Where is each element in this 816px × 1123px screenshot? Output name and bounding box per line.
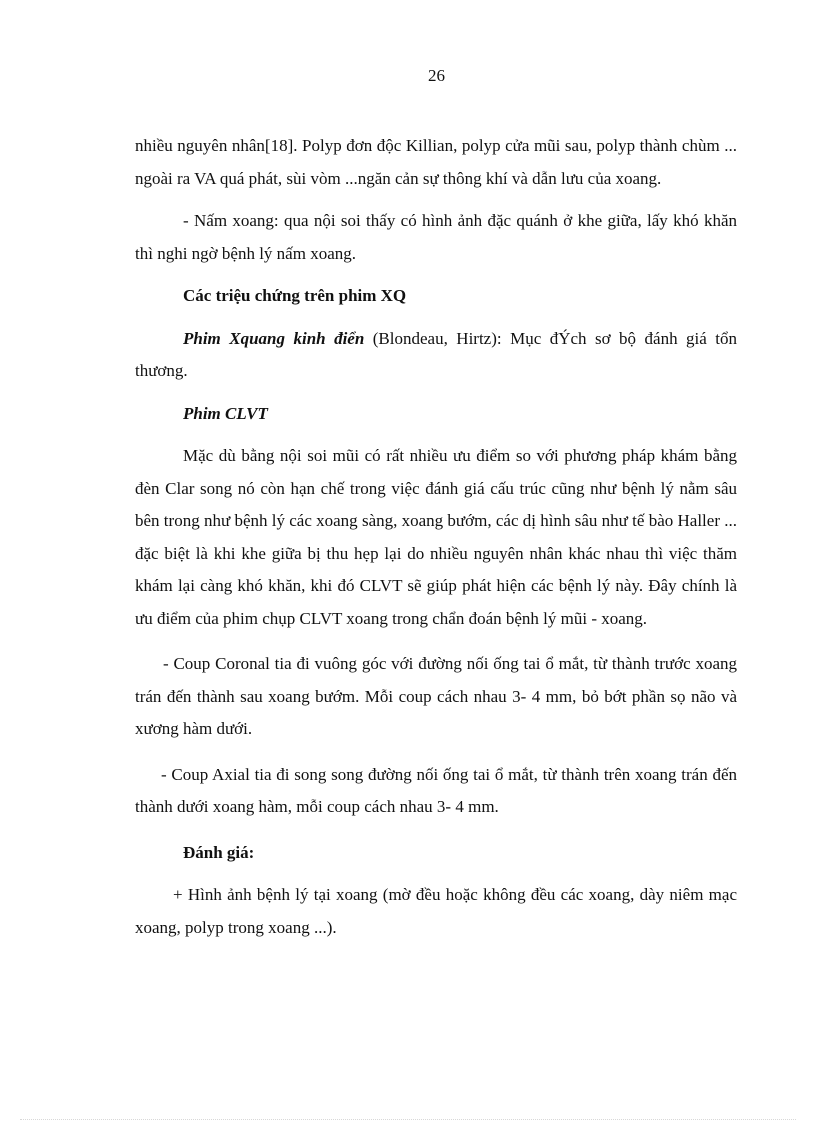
classic-xray-text: (Blondeau, Hirtz): Mục đÝch sơ bộ đánh giá tổn thương. [135, 328, 737, 380]
paragraph-ct-advantages: Mặc dù bằng nội soi mũi có rất nhiều ưu điểm so với phương pháp khám bằng đèn Clar song nó còn hạn chế trong việc đánh giá cấu trúc cũng như bệnh lý nằm sâu bên trong như bệnh lý các xoang sàng, xoang bướm, các dị hình sâu như tế bào Haller ... đặc biệt là khi khe giữa bị thu hẹp lại do nhiều nguyên nhân khác nhau thì việc thăm khám lại càng khó khăn, khi đó CLVT sẽ giúp phát hiện các bệnh lý này. Đây chính là ưu điểm của phim chụp CLVT xoang trong chẩn đoán bệnh lý mũi - xoang. [135, 446, 737, 628]
classic-xray-term: Phim Xquang kinh điển [183, 328, 365, 348]
heading-xray-symptoms: Các triệu chứng trên phim XQ [183, 286, 407, 305]
document-body [135, 130, 737, 944]
heading-ct-film: Phim CLVT [183, 403, 268, 423]
paragraph-classic-xray [135, 323, 737, 388]
page-bottom-divider [20, 1119, 796, 1120]
paragraph-axial-cut: - Coup Axial tia đi song song đường nối ống tai ổ mắt, từ thành trên xoang trán đến thành dưới xoang hàm, mỗi coup cách nhau 3- 4 mm. [135, 764, 737, 816]
heading-evaluation: Đánh giá: [183, 842, 255, 862]
paragraph-sinus-findings: + Hình ảnh bệnh lý tại xoang (mờ đều hoặc không đều các xoang, dày niêm mạc xoang, polyp trong xoang ...). [135, 885, 737, 937]
paragraph-polyp-causes: nhiều nguyên nhân[18]. Polyp đơn độc Killian, polyp cửa mũi sau, polyp thành chùm ... ngoài ra VA quá phát, sùi vòm ...ngăn cản sự thông khí và dẫn lưu của xoang. [135, 136, 737, 188]
paragraph-coronal-cut: - Coup Coronal tia đi vuông góc với đường nối ống tai ổ mắt, từ thành trước xoang trán đến thành sau xoang bướm. Mỗi coup cách nhau 3- 4 mm, bỏ bớt phần sọ não và xương hàm dưới. [135, 654, 737, 738]
paragraph-fungal-sinusitis: - Nấm xoang: qua nội soi thấy có hình ảnh đặc quánh ở khe giữa, lấy khó khăn thì nghi ngờ bệnh lý nấm xoang. [135, 211, 737, 263]
page-number: 26 [428, 66, 445, 85]
